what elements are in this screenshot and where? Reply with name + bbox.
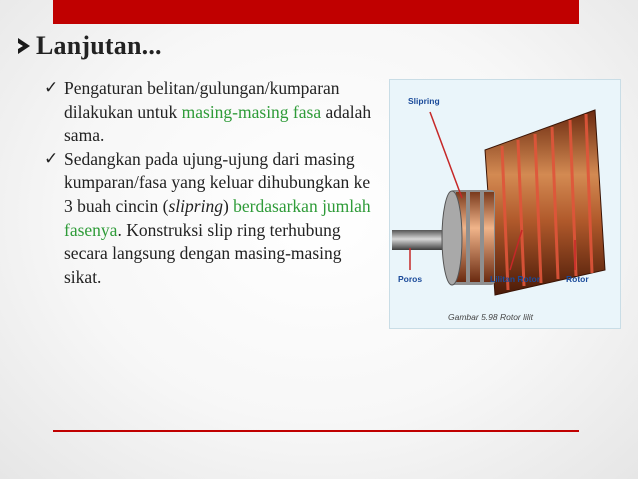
bullet-text-highlight: berdasarkan jumlah fasenya [64,195,371,240]
bullet-text-highlight: masing-masing fasa [181,101,322,122]
label-lilitan-rotor: Lilitan Rotor [490,274,541,284]
bullet-text-highlight-lead: Pengaturan belitan/gulungan/kumparan dilakukan untuk [64,78,340,122]
rotor-figure [389,79,621,329]
arrow-bullet-icon [18,38,30,54]
label-poros: Poros [398,274,423,284]
bullet-text [64,149,371,287]
bullet-item [44,148,374,290]
rotor-illustration [390,80,620,328]
bottom-accent-line [53,430,579,432]
top-accent-bar [53,0,579,24]
label-slipring: Slipring [408,96,440,106]
slipring [470,192,480,282]
slipring-face [442,191,462,285]
bullet-text-mid: ) [222,195,234,216]
bullet-list [44,77,374,289]
bullet-text-italic: slipring [168,195,223,216]
slide-title: Lanjutan... [36,31,162,60]
bullet-text [64,78,371,145]
bullet-text-tail: adalah sama. [64,101,372,146]
slide-title-row [18,28,162,64]
check-icon: ✓ [44,148,59,169]
label-rotor: Rotor [566,274,589,284]
check-icon: ✓ [44,78,59,98]
slipring [484,192,494,282]
figure-caption: Gambar 5.98 Rotor lilit [448,312,534,322]
bullet-text-lead: Sedangkan pada ujung-ujung dari masing kumparan/fasa yang keluar dihubungkan ke 3 buah cincin ( [64,148,371,216]
bullet-item [44,77,374,148]
bullet-text-tail: . Konstruksi slip ring terhubung secara langsung dengan masing-masing sikat. [64,219,342,287]
